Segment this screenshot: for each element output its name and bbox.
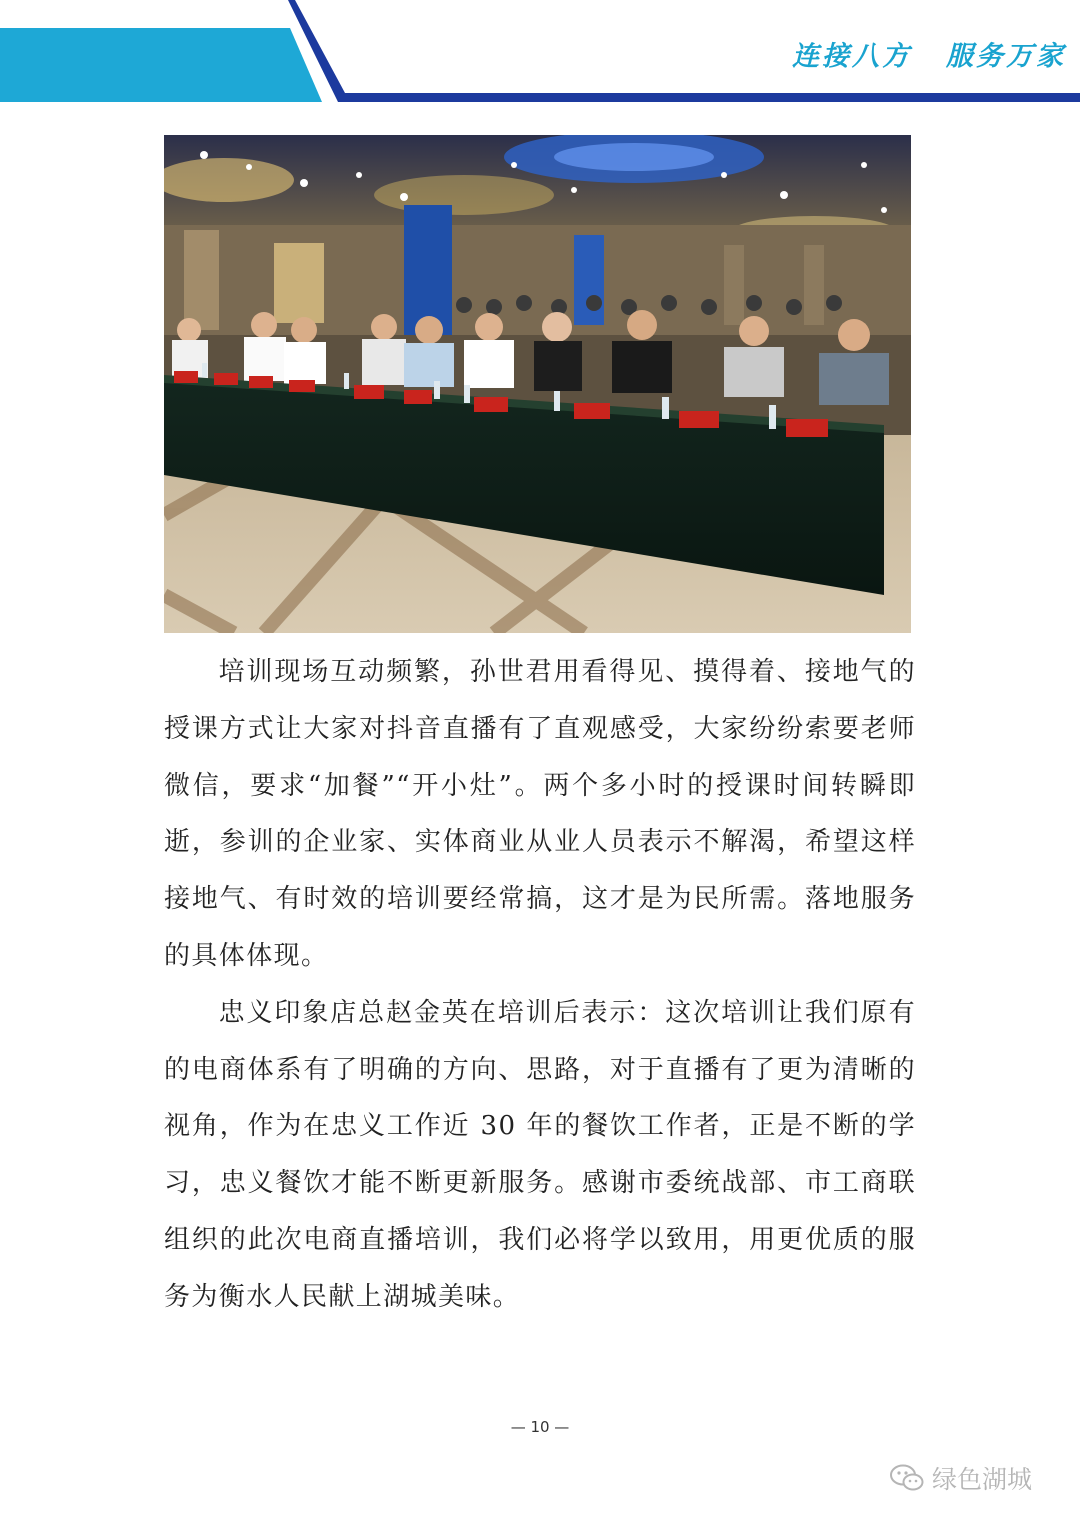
page-number: — 10 — [510, 1418, 570, 1436]
wechat-icon [890, 1464, 924, 1492]
header-slogan [792, 34, 1066, 73]
wechat-watermark [890, 1458, 1032, 1498]
conference-hall-illustration [164, 135, 911, 633]
slogan-right: 服务万家 [946, 41, 1066, 72]
article-paragraph-2: 忠义印象店总赵金英在培训后表示：这次培训让我们原有的电商体系有了明确的方向、思路，对于直播有了更为清晰的视角，作为在忠义工作近 30 年的餐饮工作者，正是不断的学习，忠义餐饮才能不断更新服务。感谢市委统战部、市工商联组织的此次电商直播培训，我们必将学以致用，用更优质的服务为衡水人民献上湖城美味。 [164, 997, 916, 1312]
slogan-left: 连接八方 [792, 41, 912, 72]
conference-photo [164, 135, 911, 633]
page-header [0, 0, 1080, 110]
article-body [164, 644, 916, 1326]
watermark-text: 绿色湖城 [932, 1465, 1033, 1494]
article-paragraph-1: 培训现场互动频繁，孙世君用看得见、摸得着、接地气的授课方式让大家对抖音直播有了直观感受，大家纷纷索要老师微信，要求“加餐”“开小灶”。两个多小时的授课时间转瞬即逝，参训的企业家、实体商业从业人员表示不解渴，希望这样接地气、有时效的培训要经常搞，这才是为民所需。落地服务的具体体现。 [164, 657, 916, 971]
